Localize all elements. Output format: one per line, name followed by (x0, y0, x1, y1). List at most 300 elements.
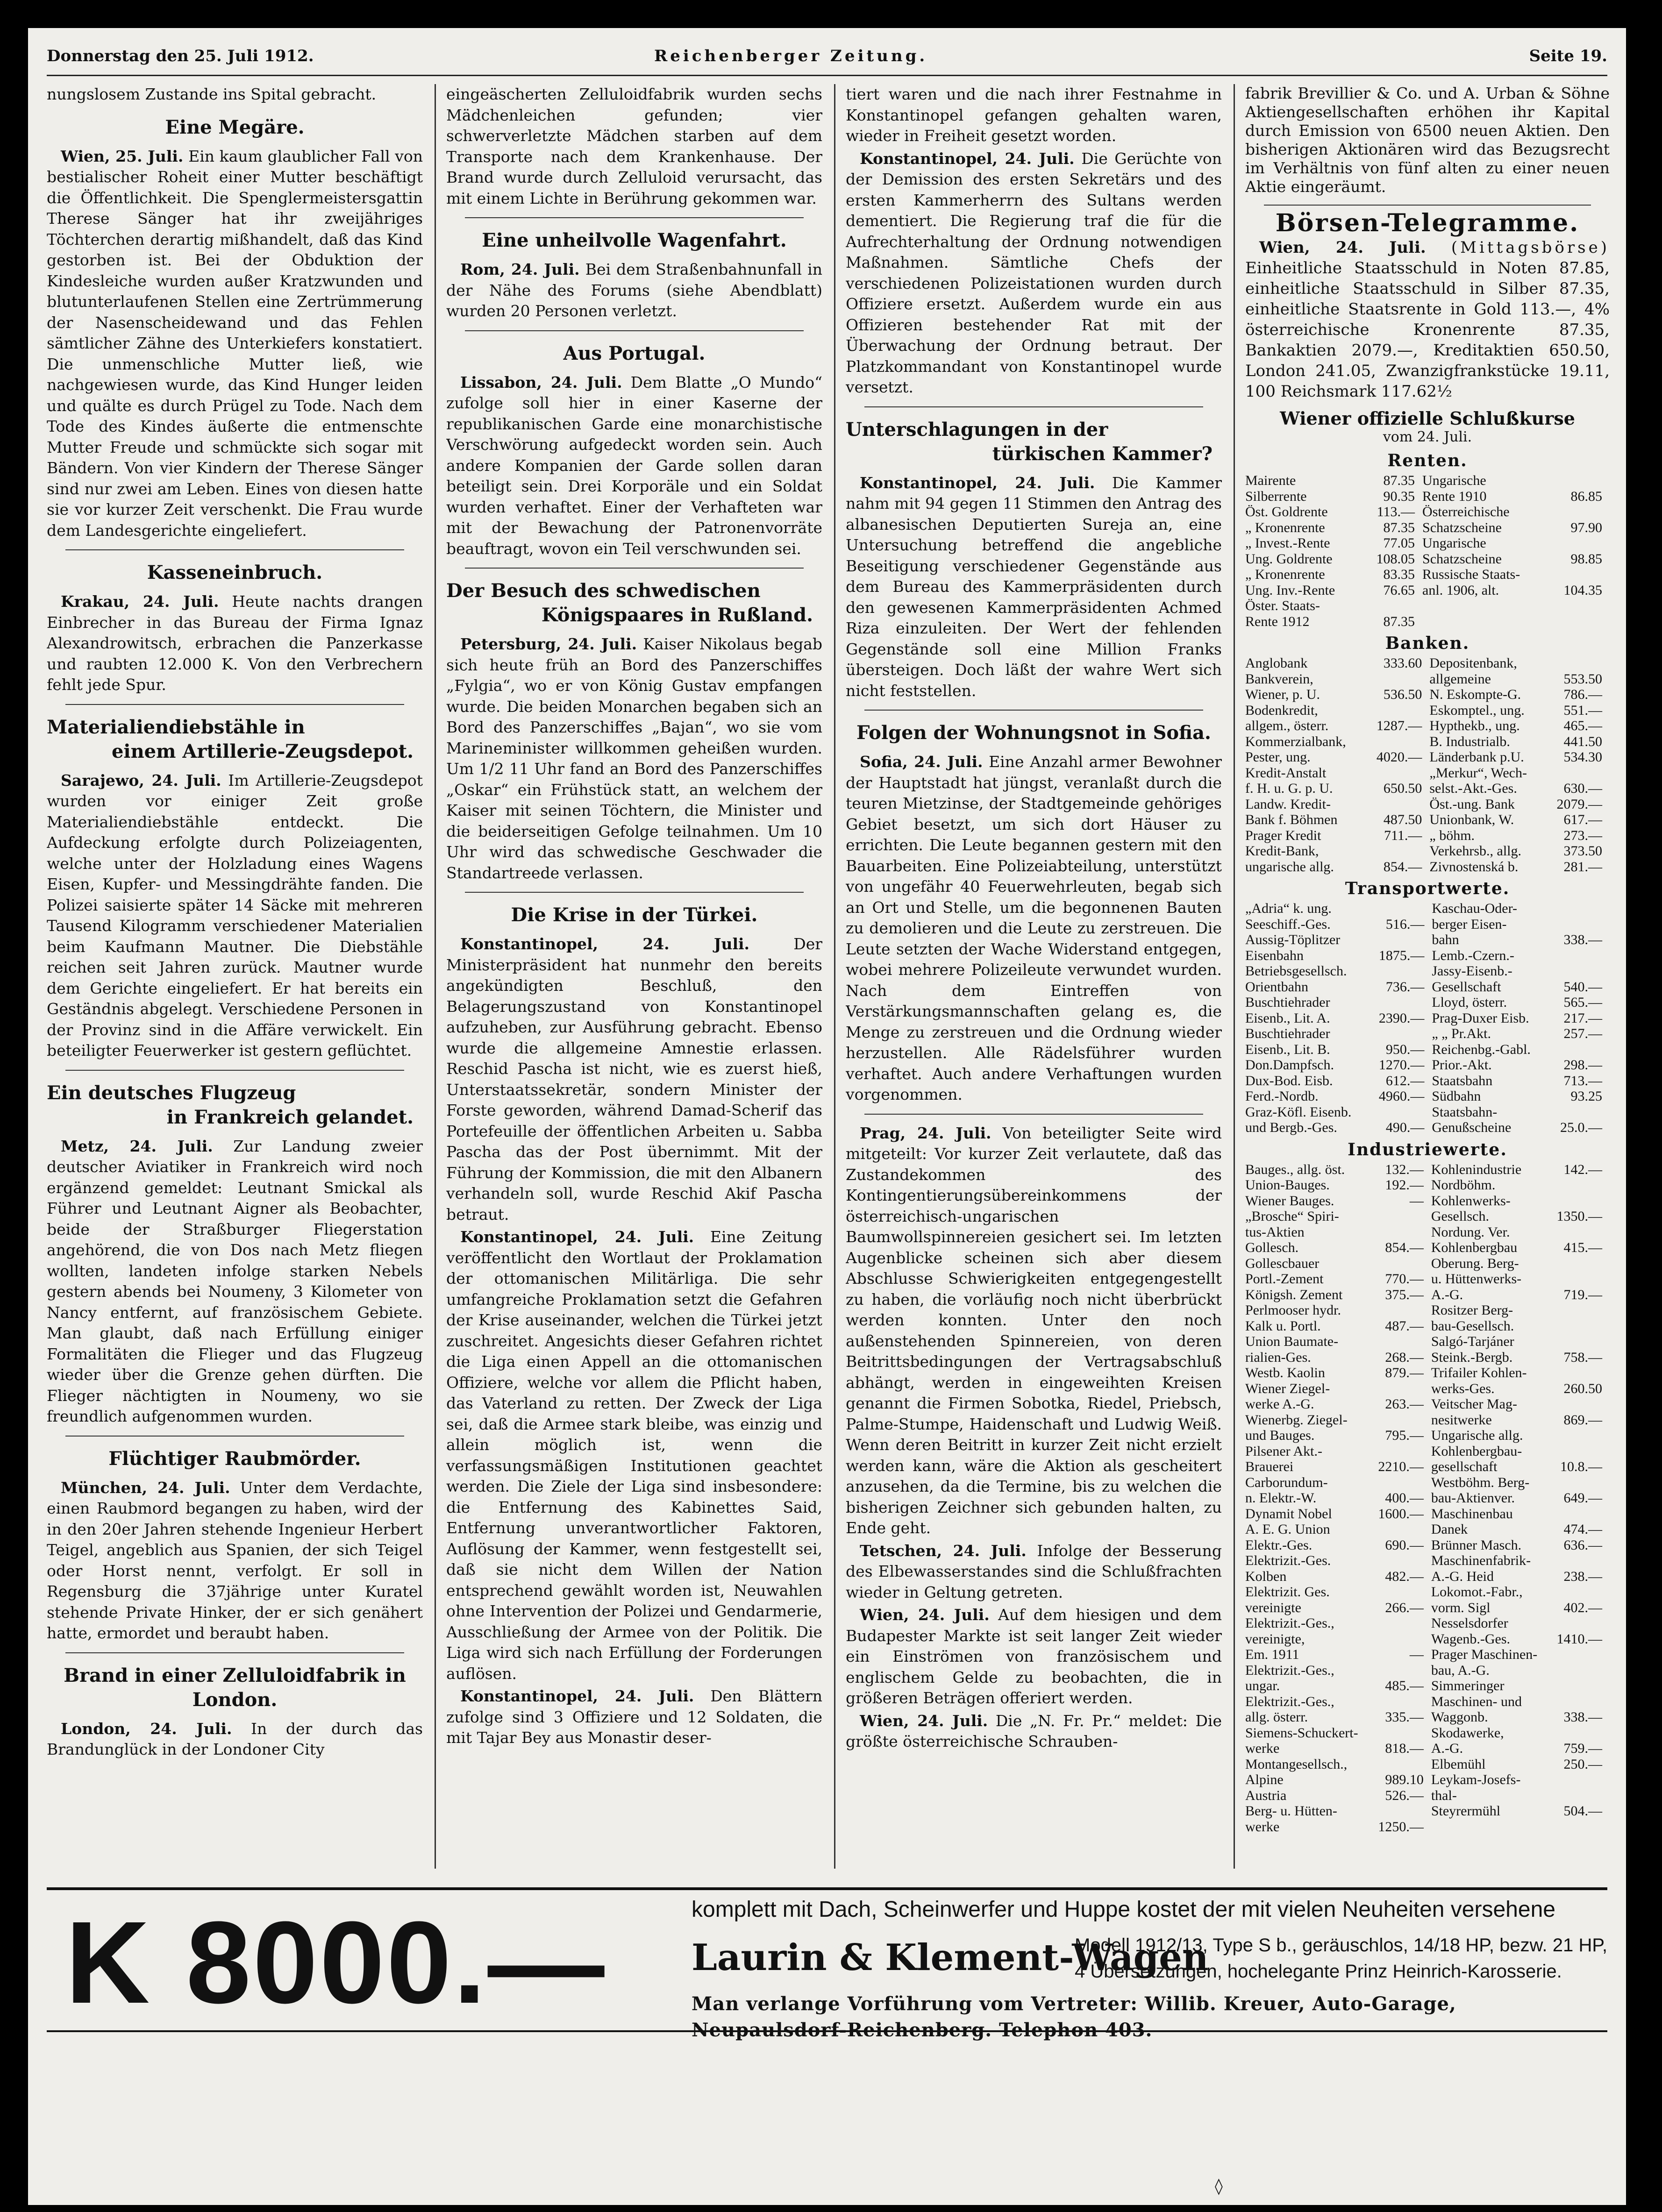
article-text: Die Kammer nahm mit 94 gegen 11 Stimmen den Antrag des albanesischen Deputierten Sureja an, eine Untersuchung betreffend die angebliche Beseitigung verschiedener Gegenstände aus dem Bureau des Kammerpräsidenten durch den gewesenen Kammerpräsidenten Achmed Riza einzuleiten. Der Wert der fehlenden Gegenstände soll eine Million Franks übersteigen. Doch läßt der wahre Wert sich nicht feststellen. (846, 473, 1222, 700)
quote-value: 879.— (1385, 1365, 1424, 1380)
quote-name: Kaschau-Oder- (1432, 901, 1517, 916)
article-body (846, 752, 1222, 1105)
article-body (446, 1227, 822, 1684)
quote-name: Rositzer Berg- (1431, 1302, 1513, 1318)
quote-name: Prior.-Akt. (1432, 1057, 1492, 1073)
article-body (846, 149, 1222, 398)
market-report (1245, 237, 1610, 402)
quote-value (1551, 901, 1610, 917)
quote-name: Ferd.-Nordb. (1245, 1088, 1319, 1104)
quote-name: f. H. u. G. p. U. (1245, 781, 1333, 796)
article-title: Eine Megäre. (165, 116, 305, 138)
quote-row (1245, 520, 1610, 536)
quote-name: Kolben (1245, 1568, 1287, 1584)
quote-row (1245, 1287, 1610, 1303)
quote-value: 266.— (1385, 1600, 1424, 1615)
quote-name: Ungarische (1422, 473, 1486, 488)
dateline: Konstantinopel, 24. Juli. (460, 1687, 694, 1705)
quote-value (1372, 1475, 1431, 1491)
quote-name: Kohlenbergbau (1431, 1240, 1518, 1255)
quote-row (1245, 687, 1610, 703)
quote-row (1245, 473, 1610, 489)
quote-value: 617.— (1563, 812, 1602, 827)
quote-name: Don.Dampfsch. (1245, 1057, 1334, 1073)
continuation-text: fabrik Brevillier & Co. und A. Urban & Söhne Aktiengesellschaften erhöhen ihr Kapital durch Emission von 6500 neuen Aktien. Den bisherigen Aktionären wird das Bezugsrecht im Verhältnis von fünf alten zu einer neuen Aktie eingeräumt. (1245, 84, 1610, 196)
quote-name: Prager Kredit (1245, 827, 1321, 843)
divider (65, 1652, 404, 1653)
quote-value: 87.35 (1383, 519, 1415, 535)
quote-value (1370, 703, 1429, 718)
article-title (47, 1081, 423, 1130)
quote-name: Prager Maschinen- (1431, 1647, 1538, 1662)
quote-value: 250.— (1563, 1756, 1602, 1772)
quote-value (1372, 1209, 1431, 1224)
quote-name: A.-G. (1431, 1287, 1463, 1302)
quote-name: Kohlenbergbau- (1431, 1443, 1522, 1459)
quote-value: 636.— (1563, 1537, 1602, 1553)
quote-row (1245, 1177, 1610, 1193)
quote-name: Pester, ung. (1245, 749, 1311, 765)
quote-name: Betriebsgesellsch. (1245, 963, 1347, 979)
quote-name: Russische Staats- (1422, 567, 1520, 582)
quote-row (1245, 1271, 1610, 1287)
quote-value: 487.— (1385, 1318, 1424, 1334)
ad-brand: Laurin & Klement-Wagen (692, 1936, 1209, 1979)
quote-value (1551, 1772, 1610, 1788)
article-body (47, 146, 423, 541)
quote-row (1245, 979, 1610, 995)
quote-name: „ „ Pr.Akt. (1432, 1026, 1491, 1041)
column-4 (1245, 84, 1610, 1869)
quote-value (1372, 1444, 1431, 1459)
quote-name: Wiener Ziegel- (1245, 1380, 1330, 1396)
quote-name: Alpine (1245, 1772, 1284, 1787)
article-text: Die Gerüchte von der Demission des ersten Sekretärs und des ersten Kammerherrn des Sultans werden dementiert. Die Regierung traf die für die Aufrechterhaltung der Ordnung notwendigen Maßnahmen. Sämtliche Chefs der verschiedenen Polizeistationen wurden durch Offiziere ersetzt. Außerdem wurde ein aus Offizieren bestehender Rat mit der Überwachung der Ordnung betraut. Der Platzkommandant von Konstantinopel wurde versetzt. (846, 149, 1222, 396)
title-line: Der Besuch des schwedischen (446, 580, 761, 602)
quote-value (1372, 1584, 1431, 1600)
quote-row (1245, 1334, 1610, 1350)
article-body (47, 1136, 423, 1427)
quote-value (1551, 1647, 1610, 1663)
quote-name: Verkehrsb., allg. (1429, 843, 1521, 859)
continuation-text: tiert waren und die nach ihrer Festnahme in Konstantinopel gefangen gehalten waren, wieder in Freiheit gesetzt worden. (846, 85, 1222, 145)
quote-name: tus-Aktien (1245, 1224, 1305, 1240)
quote-value (1372, 1803, 1431, 1819)
quote-name: Depositenbank, (1429, 655, 1517, 671)
quote-name: Wagenb.-Ges. (1431, 1631, 1511, 1647)
quote-row (1245, 1026, 1610, 1042)
dateline: Wien, 24. Juli. (860, 1711, 988, 1730)
quote-row (1245, 1256, 1610, 1272)
quote-value (1370, 797, 1429, 812)
quote-value (1551, 1177, 1610, 1193)
quote-value: 989.10 (1385, 1772, 1424, 1787)
quote-value: 540.— (1563, 979, 1602, 995)
quote-value (1551, 1475, 1610, 1491)
quote-value (1551, 614, 1610, 630)
divider (465, 568, 804, 569)
article-body (47, 1719, 423, 1760)
ad-model-description: Modell 1912/13, Type S b., geräuschlos, 14/18 HP, bezw. 21 HP, 4 Übersetzungen, hochelegante Prinz Heinrich-Karosserie. (1075, 1935, 1607, 1982)
quote-row (1245, 655, 1610, 671)
quote-name: Elektrizit.-Ges. (1245, 1553, 1331, 1568)
quote-row (1245, 1569, 1610, 1585)
quote-value (1372, 1224, 1431, 1240)
quote-value (1372, 1256, 1431, 1272)
quote-value (1373, 1026, 1432, 1042)
quote-name: Waggonb. (1431, 1709, 1488, 1725)
quote-name: Staatsbahn- (1432, 1104, 1498, 1120)
quote-value: 83.35 (1383, 567, 1415, 582)
quote-name: Union-Bauges. (1245, 1177, 1330, 1193)
quote-name: A.-G. (1431, 1741, 1463, 1756)
quote-row (1245, 1104, 1610, 1120)
divider (65, 1436, 404, 1437)
report-text: Einheitliche Staatsschuld in Noten 87.85, einheitliche Staatsschuld in Silber 87.35, einheitliche Staatsrente in Gold 113.—, 4% österreichische Kronenrente 87.35, Bankaktien 2079.—, Kreditaktien 650.50, London 241.05, Zwanzigfrankstücke 19.11, 100 Reichsmark 117.62½ (1245, 259, 1610, 401)
quote-name: n. Elektr.-W. (1245, 1490, 1317, 1506)
continuation-text: nungslosem Zustande ins Spital gebracht. (47, 85, 377, 103)
quote-row (1245, 1240, 1610, 1256)
title-line: einem Artillerie-Zeugsdepot. (111, 740, 414, 762)
quote-value (1372, 1302, 1431, 1318)
quote-name: Montangesellsch., (1245, 1756, 1348, 1772)
quote-value: 402.— (1563, 1600, 1602, 1615)
article-body (47, 1478, 423, 1644)
quote-value (1373, 932, 1432, 948)
quote-name: und Bauges. (1245, 1428, 1315, 1443)
quote-row (1245, 1381, 1610, 1397)
quote-name: bahn (1432, 932, 1459, 947)
quote-row (1245, 1663, 1610, 1679)
dateline: Lissabon, 24. Juli. (460, 373, 622, 391)
article-text: Den Blättern zufolge sind 3 Offiziere und 12 Soldaten, die mit Tajar Bey aus Monastir deser- (446, 1687, 822, 1747)
car-advertisement (47, 1887, 1607, 2041)
category-heading: Renten. (1387, 451, 1468, 470)
quote-value: 1600.— (1378, 1506, 1424, 1522)
quotes-table (1245, 1162, 1610, 1835)
quote-name: Dux-Bod. Eisb. (1245, 1073, 1333, 1088)
quote-row (1245, 1506, 1610, 1522)
quote-name: Bank f. Böhmen (1245, 812, 1338, 827)
quote-name: „ Invest.-Rente (1245, 535, 1330, 551)
quote-value (1551, 1334, 1610, 1350)
article-title: Kasseneinbruch. (147, 562, 323, 583)
quote-name: Orientbahn (1245, 979, 1308, 995)
quote-value (1551, 1365, 1610, 1381)
quote-value (1551, 1302, 1610, 1318)
quote-row (1245, 765, 1610, 781)
quote-name: Eisenbahn (1245, 947, 1304, 963)
quote-value: 77.05 (1383, 535, 1415, 551)
dateline: Konstantinopel, 24. Juli. (460, 935, 750, 953)
quote-name: Portl.-Zement (1245, 1271, 1324, 1287)
quote-row (1245, 598, 1610, 614)
quote-name: Elektr.-Ges. (1245, 1537, 1312, 1553)
article-text: Unter dem Verdachte, einen Raubmord begangen zu haben, wird der in den 20er Jahren stehende Ingenieur Herbert Teigel, angeblich aus Spanien, der sich Teigel oder Horst nennt, verfolgt. Er soll in Regensburg die 37jährige unter Kuratel stehende Private Hinker, der er sich genähert hatte, ermordet und beraubt haben. (47, 1478, 423, 1642)
divider (465, 217, 804, 218)
quote-value: 516.— (1385, 916, 1425, 932)
quote-name: Kommerzialbank, (1245, 733, 1346, 749)
quote-name: Kredit-Bank, (1245, 843, 1319, 859)
quote-value (1551, 567, 1610, 583)
quote-row (1245, 1678, 1610, 1694)
quote-value: 104.35 (1563, 582, 1602, 598)
quote-name: Lokomot.-Fabr., (1431, 1584, 1523, 1600)
quote-row (1245, 1490, 1610, 1506)
divider (65, 549, 404, 550)
quote-name: Ungarische allg. (1431, 1428, 1523, 1443)
quote-name: Öster. Staats- (1245, 598, 1320, 613)
quote-row (1245, 1088, 1610, 1104)
dateline: Prag, 24. Juli. (860, 1124, 991, 1142)
article-text: Im Artillerie-Zeugsdepot wurden vor einiger Zeit große Materialiendiebstähle entdeckt. Die Aufdeckung erfolgte durch Polizeiagenten, welche unter der Holzladung eines Wagens Eisen, Kupfer- und Messingdrähte fanden. Die Polizei saisierte später 14 Säcke mit mehreren Tausend Kilogramm verschiedener Materialien beim Kaufmann Mautner. Die Diebstähle reichen seit Jahren zurück. Mautner wurde dem Gerichte eingeliefert. Er hat bereits ein Geständnis abgelegt. Verschiedene Personen in der Provinz sind in die Affäre verwickelt. Ein beteiligter Feuerwerker ist gestern geflüchtet. (47, 771, 423, 1060)
quote-name: anl. 1906, alt. (1422, 582, 1499, 598)
quote-value (1370, 765, 1429, 781)
quote-row (1245, 932, 1610, 948)
article-text: Eine Anzahl armer Bewohner der Hauptstadt hat jüngst, veranlaßt durch die teuren Mietzinse, der Stadtgemeinde gehöriges Gebiet besetzt, um sich dort Häuser zu errichten. Die Leute begannen gestern mit den Bauarbeiten. Eine Polizeiabteilung, unterstützt von ungefähr 40 Feuerwehrleuten, begab sich an Ort und Stelle, um die begonnenen Bauten zu demolieren und die Leute zu zerstreuen. Die Leute setzten der Wache Widerstand entgegen, wobei mehrere Polizeileute verwundet wurden. Nach dem Eintreffen von Verstärkungsmannschaften gelang es, die Menge zu zerstreuen und die Ordnung wieder herzustellen. Alle Rädelsführer wurden verhaftet. Auch andere Verhaftungen wurden vorgenommen. (846, 753, 1222, 1103)
quote-value: 690.— (1385, 1537, 1424, 1553)
column-rule (1234, 84, 1235, 1869)
quote-name: Nordböhm. (1431, 1177, 1496, 1193)
quote-row (1245, 917, 1610, 932)
quote-name: Prag-Duxer Eisb. (1432, 1010, 1529, 1026)
quote-name: berger Eisen- (1432, 916, 1507, 932)
quote-row (1245, 1396, 1610, 1412)
quote-name: Bauges., allg. öst. (1245, 1161, 1345, 1177)
quote-name: Nesselsdorfer (1431, 1615, 1508, 1631)
quote-value (1551, 1819, 1610, 1835)
header-page-number: Seite 19. (1529, 47, 1607, 65)
title-line: türkischen Kammer? (992, 442, 1213, 465)
article-body (846, 1541, 1222, 1603)
quote-name: Öst.-ung. Bank (1429, 796, 1515, 812)
quote-name: thal- (1431, 1787, 1457, 1803)
quote-row (1245, 843, 1610, 859)
quote-name: Zivnostenská b. (1429, 859, 1519, 875)
quote-name: und Bergb.-Ges. (1245, 1120, 1337, 1135)
quote-value: 534.30 (1563, 749, 1602, 765)
quote-value (1551, 1663, 1610, 1679)
quote-name: Kredit-Anstalt (1245, 765, 1327, 781)
quote-value (1373, 995, 1432, 1010)
quote-value: 263.— (1385, 1396, 1424, 1412)
quote-name: Berg- u. Hütten- (1245, 1803, 1337, 1819)
quote-name: Kohlenwerks- (1431, 1193, 1511, 1209)
quote-value: 526.— (1385, 1787, 1424, 1803)
quote-row (1245, 671, 1610, 687)
quote-name (1431, 1819, 1551, 1835)
article-text: Bei dem Straßenbahnunfall in der Nähe des Forums (siehe Abendblatt) wurden 20 Personen verletzt. (446, 260, 822, 320)
quote-value: 260.50 (1563, 1380, 1602, 1396)
quote-name: allgemeine (1429, 671, 1491, 687)
quote-name: Brauerei (1245, 1459, 1294, 1474)
quote-row (1245, 963, 1610, 979)
quote-name: „Brosche“ Spiri- (1245, 1209, 1339, 1224)
quote-name: Silberrente (1245, 488, 1307, 504)
quote-row (1245, 551, 1610, 567)
section-subtitle: vom 24. Juli. (1383, 429, 1472, 445)
quote-name: Salgó-Tarjáner (1431, 1334, 1514, 1349)
quote-name: Rente 1912 (1245, 613, 1310, 629)
quote-value (1372, 1725, 1431, 1741)
article-body (446, 1686, 822, 1749)
divider (65, 1070, 404, 1071)
quote-name: Buschtiehrader (1245, 1026, 1330, 1041)
quote-name: Hypthekb., ung. (1429, 718, 1520, 733)
quote-row (1245, 995, 1610, 1010)
quote-name: Pilsener Akt.- (1245, 1443, 1322, 1459)
quote-value (1551, 1725, 1610, 1741)
quote-value (1370, 843, 1429, 859)
quote-value (1372, 1522, 1431, 1537)
quote-value (1551, 917, 1610, 932)
quote-name: vorm. Sigl (1431, 1600, 1491, 1615)
quote-name: bau-Gesellsch. (1431, 1318, 1514, 1334)
quote-row (1245, 1803, 1610, 1819)
quote-name: Maschinen- und (1431, 1693, 1522, 1709)
quote-name: Graz-Köfl. Eisenb. (1245, 1104, 1352, 1120)
scan-border (1634, 0, 1662, 2212)
quote-name: Rente 1910 (1422, 488, 1487, 504)
quote-value: 338.— (1563, 1709, 1602, 1725)
quote-name: Siemens-Schuckert- (1245, 1725, 1358, 1741)
quote-value: 97.90 (1570, 519, 1602, 535)
quote-name: Ung. Inv.-Rente (1245, 582, 1335, 598)
quote-name: Länderbank p.U. (1429, 749, 1524, 765)
quote-name: Gollesch. (1245, 1240, 1299, 1255)
header-date: Donnerstag den 25. Juli 1912. (47, 47, 314, 65)
quote-value: 482.— (1385, 1568, 1424, 1584)
quote-value: 375.— (1385, 1287, 1424, 1302)
divider (465, 330, 804, 331)
quote-value: 4020.— (1376, 749, 1422, 765)
quote-value: 76.65 (1383, 582, 1415, 598)
quote-value: 818.— (1385, 1741, 1424, 1756)
quote-value (1551, 1694, 1610, 1710)
quote-name (1422, 598, 1551, 614)
quote-name: Danek (1431, 1522, 1468, 1537)
article-text: Heute nachts drangen Einbrecher in das Bureau der Firma Ignaz Alexandrowitsch, erbrachen die Panzerkasse und raubten 12.000 K. Von den Verbrechern fehlt jede Spur. (47, 592, 423, 694)
quote-value: 553.50 (1563, 671, 1602, 687)
quote-value: 770.— (1385, 1271, 1424, 1287)
quote-name: Elektrizit.-Ges., (1245, 1693, 1334, 1709)
ad-dealer-line: Man verlange Vorführung vom Vertreter: Willib. Kreuer, Auto-Garage, Neupaulsdorf-Reichenberg. Telephon 403. (692, 1993, 1456, 2041)
article-text: Der Ministerpräsident hat nunmehr den bereits angekündigten Beschluß, den Belagerungszustand von Konstantinopel aufzuheben, zur Ausführung gebracht. Ebenso wurde die allgemeine Amnestie erlassen. Reschid Pascha ist nicht, wie es zuerst hieß, Unterstaatssekretär, sondern Minister der Forste geworden, während Damad-Scherif das Portefeuille der öffentlichen Arbeiten u. Sabba Pascha das der Post übernimmt. Mit der Führung der Kommission, die mit den Albanern verhandeln soll, wurde Reschid Akif Pascha betraut. (446, 935, 822, 1223)
quote-name: Seeschiff.-Ges. (1245, 916, 1331, 932)
column-2 (446, 84, 822, 1869)
quote-row (1245, 1162, 1610, 1178)
quote-name: Steink.-Bergb. (1431, 1349, 1513, 1365)
quote-name: Anglobank (1245, 655, 1308, 671)
dateline: Wien, 24. Juli. (1259, 238, 1426, 257)
quote-name: Eskomptel., ung. (1429, 702, 1525, 718)
quote-name: Oberung. Berg- (1431, 1255, 1519, 1271)
quote-value: 485.— (1385, 1678, 1424, 1693)
quote-row (1245, 1459, 1610, 1475)
quote-name: Wiener Bauges. (1245, 1193, 1334, 1209)
quote-value (1551, 1104, 1610, 1120)
quote-name: allg. österr. (1245, 1709, 1308, 1725)
quote-value: 612.— (1385, 1073, 1425, 1088)
quote-name: Maschinenbau (1431, 1506, 1513, 1522)
quote-name: Elektrizit. Ges. (1245, 1584, 1330, 1600)
quote-value: 758.— (1563, 1349, 1602, 1365)
quote-name: Brünner Masch. (1431, 1537, 1522, 1553)
quote-name: werke (1245, 1819, 1280, 1835)
quote-name: selst.-Akt.-Ges. (1429, 781, 1517, 796)
divider (864, 1114, 1203, 1115)
article-body (446, 934, 822, 1225)
quote-name: „ böhm. (1429, 827, 1475, 843)
quote-name: Wiener, p. U. (1245, 687, 1320, 702)
quote-name: Österreichische (1422, 504, 1510, 519)
quote-value: 25.0.— (1560, 1120, 1602, 1135)
article-title: Brand in einer Zelluloidfabrik in London. (64, 1664, 406, 1711)
quote-value: 4960.— (1378, 1088, 1425, 1104)
quote-name: gesellschaft (1431, 1459, 1498, 1474)
quotes-table (1245, 473, 1610, 629)
quote-value (1551, 948, 1610, 964)
article-text: Dem Blatte „O Mundo“ zufolge soll hier in einer Kaserne der republikanischen Garde eine monarchistische Verschwörung aufgedeckt worden sein. Auch andere Kompanien der Garde sollen daran beteiligt sein. Drei Korporäle und ein Soldat wurden verhaftet. Einer der Verhafteten war mit der Bewachung der Patronenvorräte beauftragt, wovon ein Teil verschwunden sei. (446, 373, 822, 558)
quotes-table (1245, 901, 1610, 1136)
quote-name: Buschtiehrader (1245, 995, 1330, 1010)
quote-value: 630.— (1563, 781, 1602, 796)
quote-row (1245, 901, 1610, 917)
quote-name: Jassy-Eisenb.- (1432, 963, 1512, 979)
quote-row (1245, 1193, 1610, 1209)
quote-value (1551, 1506, 1610, 1522)
quote-name (1422, 614, 1551, 630)
quote-name: Schatzscheine (1422, 519, 1502, 535)
quote-row (1245, 1428, 1610, 1444)
quote-row (1245, 1302, 1610, 1318)
quote-name: Elbemühl (1431, 1756, 1486, 1772)
quote-value: 1410.— (1556, 1631, 1602, 1647)
quote-value (1372, 1381, 1431, 1397)
article-title: Folgen der Wohnungsnot in Sofia. (856, 722, 1211, 744)
quote-row (1245, 614, 1610, 630)
quote-name: Austria (1245, 1787, 1287, 1803)
quote-value (1551, 1444, 1610, 1459)
quote-name: Schatzscheine (1422, 551, 1502, 567)
quote-value (1372, 1663, 1431, 1679)
article-body (846, 473, 1222, 702)
quote-value: 87.35 (1383, 613, 1415, 629)
quote-name: ungar. (1245, 1678, 1280, 1693)
quote-name: Eisenb., Lit. A. (1245, 1010, 1330, 1026)
quote-name: bau-Aktienver. (1431, 1490, 1515, 1506)
quote-value: 373.50 (1563, 843, 1602, 859)
quote-value: 192.— (1385, 1177, 1424, 1193)
quote-name: u. Hüttenwerks- (1431, 1271, 1522, 1287)
session-label: (Mittagsbörse) (1451, 238, 1610, 257)
quote-value (1372, 1757, 1431, 1772)
quote-value (1551, 473, 1610, 489)
quote-name: N. Eskompte-G. (1429, 687, 1521, 702)
quote-name: Dynamit Nobel (1245, 1506, 1332, 1522)
quote-value (1551, 1224, 1610, 1240)
article-text: Kaiser Nikolaus begab sich heute früh an Bord des Panzerschiffes „Fylgia“, wo er von König Gustav empfangen wurde. Die beiden Monarchen begaben sich an Bord des Panzerschiffes „Bajan“, wo sie vom Marineminister willkommen geheißen wurden. Um 1/2 11 Uhr fand an Bord des Panzerschiffes „Oskar“ ein Frühstück statt, an welchem der Kaiser mit seinen Töchtern, die Minister und die beiderseitigen Gefolge teilnahmen. Um 10 Uhr wird das schwedische Geschwader die Standartreede verlassen. (446, 635, 822, 882)
quote-name: Öst. Goldrente (1245, 504, 1328, 519)
page-mark: ◊ (1215, 2177, 1223, 2196)
quote-value (1372, 1615, 1431, 1631)
quote-value (1373, 1104, 1432, 1120)
quote-row (1245, 1647, 1610, 1663)
quote-name: Westb. Kaolin (1245, 1365, 1325, 1380)
article-text: Ein kaum glaublicher Fall von bestialischer Roheit einer Mutter beschäftigt die Öffentlichkeit. Die Spenglermeistersgattin Therese Sänger hat ihr zweijähriges Töchterchen derartig mißhandelt, daß das Kind gestorben ist. Bei der Obduktion der Kindesleiche wurden außer Kratzwunden und blutunterlaufenen Stellen eine Zertrümmerung der Nasenscheidewand und das Fehlen sämtlicher Zähne des Unterkiefers konstatiert. Die unmenschliche Mutter ließ, wie nachgewiesen wurde, das Kind Hunger leiden und quälte es durch Prügel zu Tode. Nach dem Tode des Kindes äußerte die entmenschte Mutter Freude und schmückte sich sogar mit Bändern. Von vier Kindern der Therese Sänger sind nur zwei am Leben. Eines von diesen hatte sie vor kurzer Zeit verschenkt. Die Frau wurde dem Landesgerichte eingeliefert. (47, 147, 423, 540)
quote-name: Wienerbg. Ziegel- (1245, 1412, 1348, 1428)
article-body (846, 1123, 1222, 1539)
